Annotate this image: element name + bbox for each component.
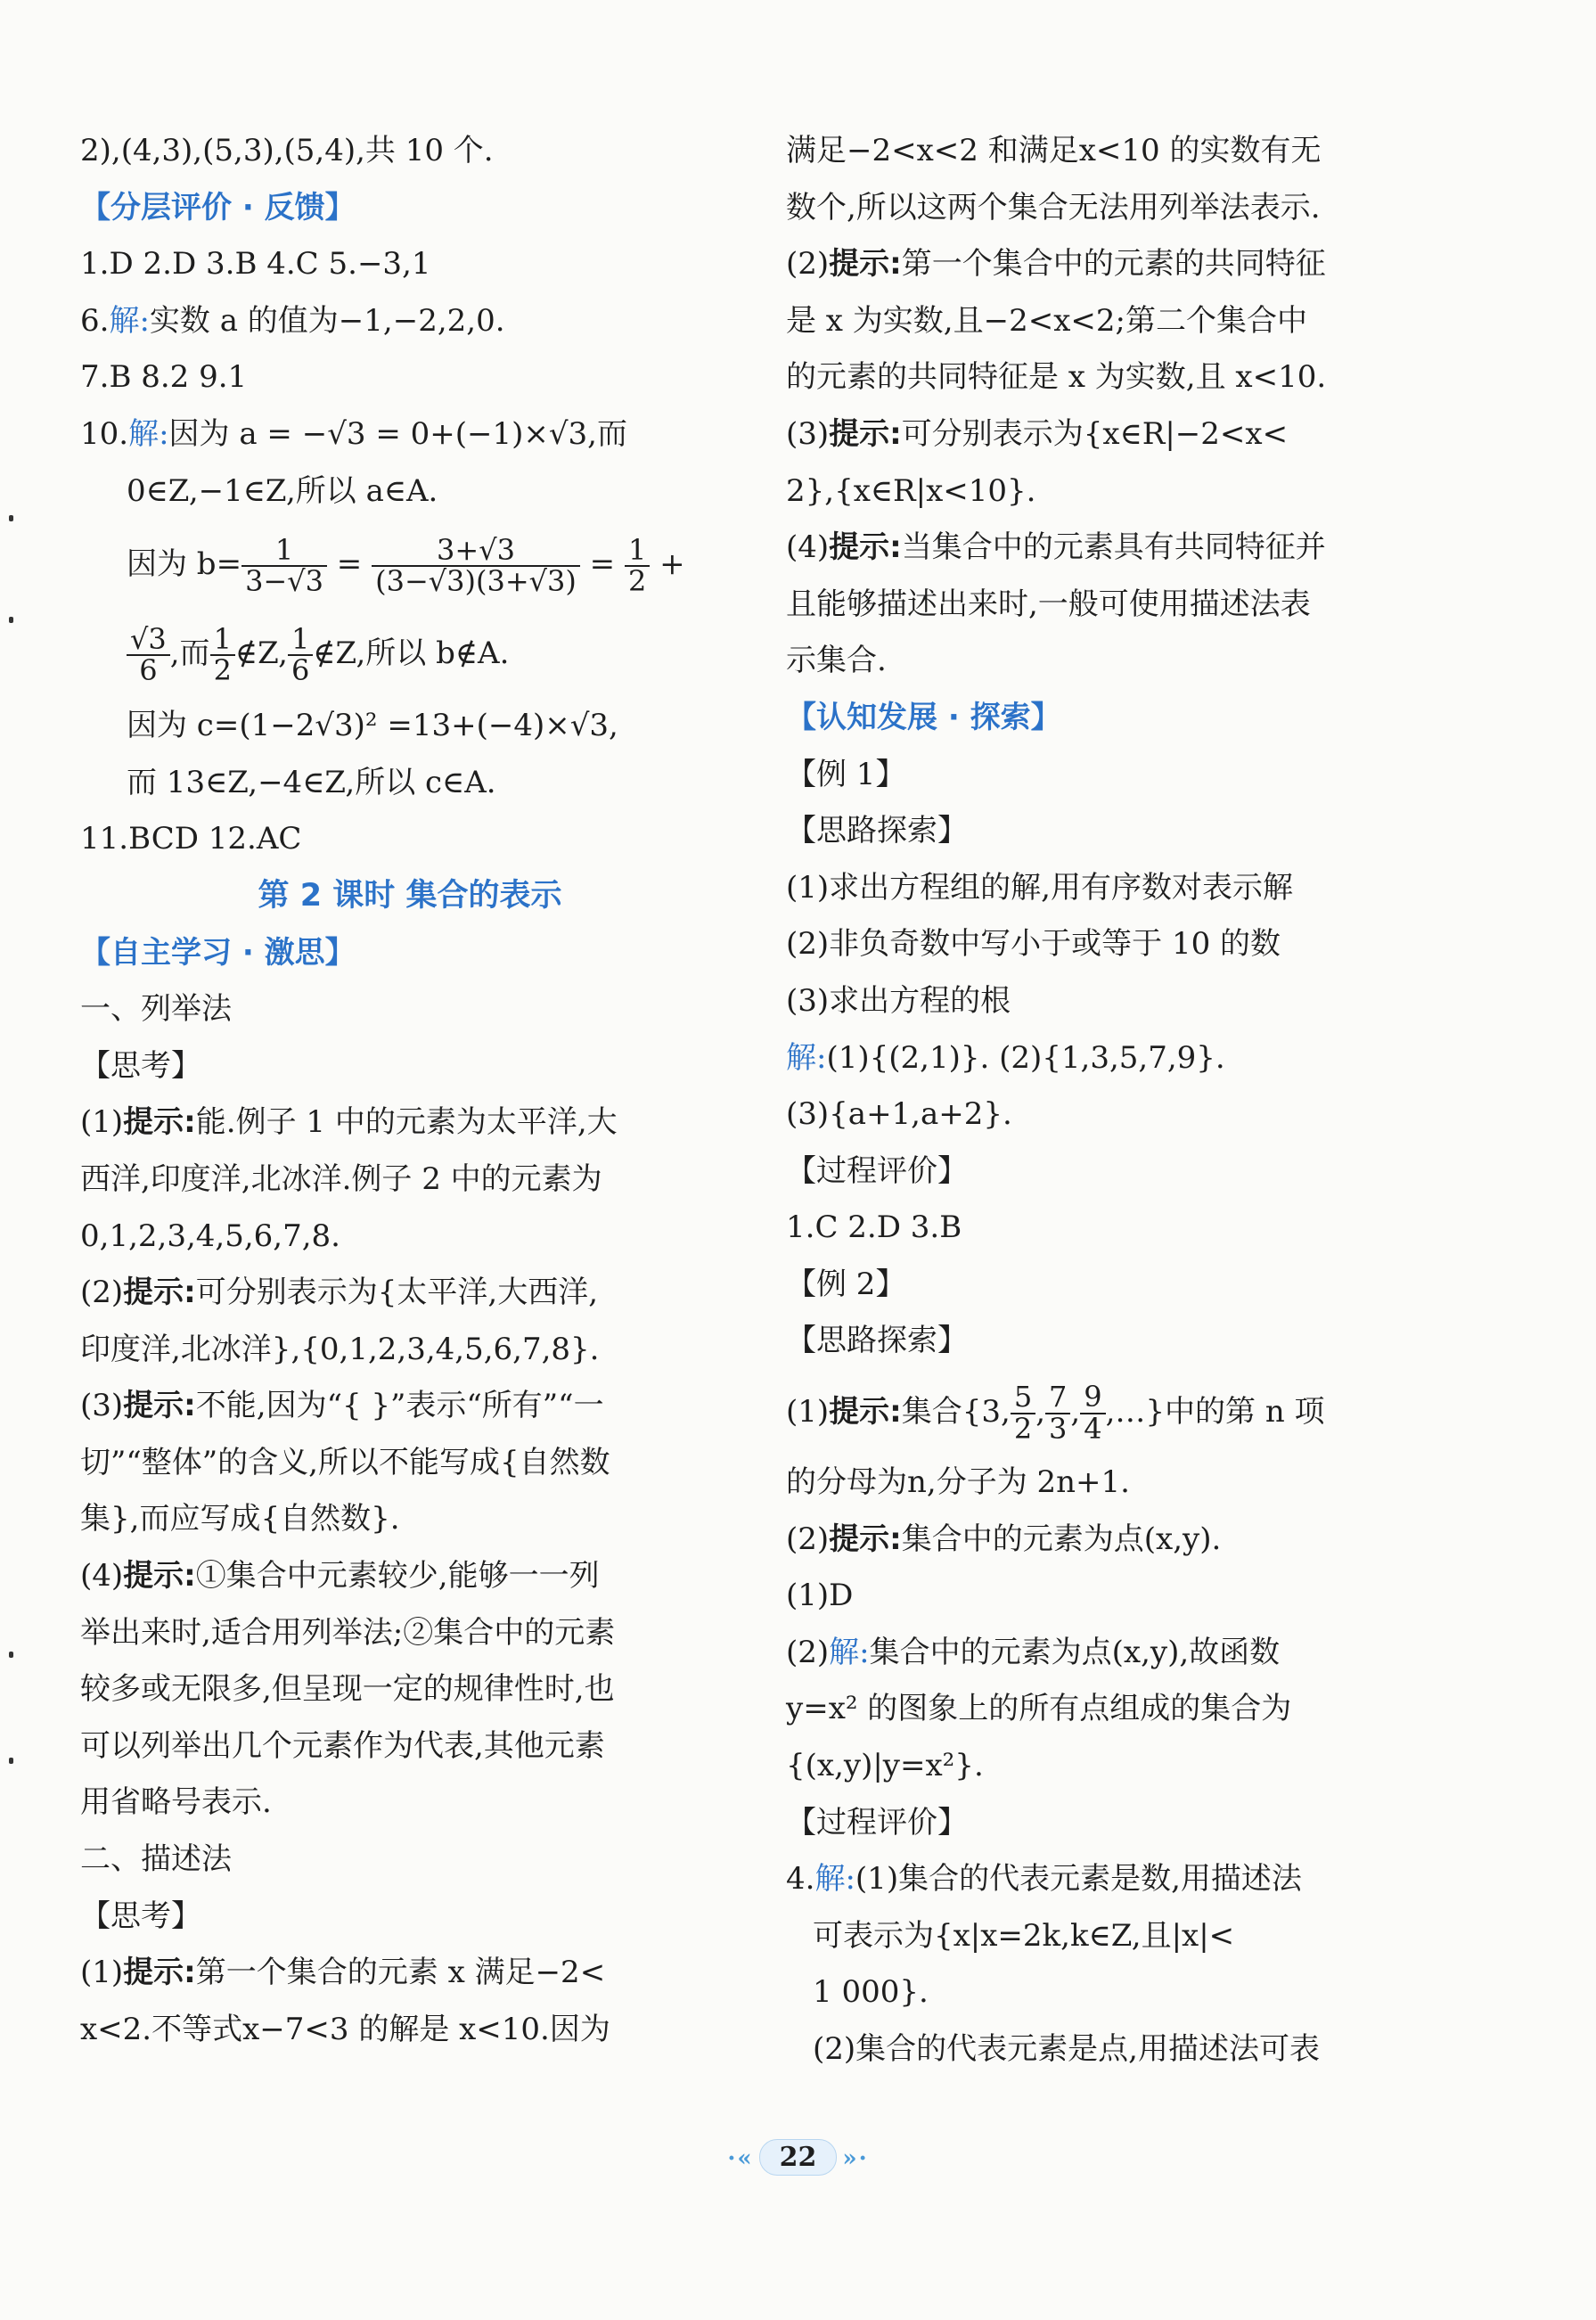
text-line: 西洋,印度洋,北冰洋.例子 2 中的元素为 bbox=[80, 1160, 602, 1197]
text-line: 因为 c=(1−2√3)² =13+(−4)×√3, bbox=[127, 708, 618, 744]
answer-line: 6.解:实数 a 的值为−1,−2,2,0. bbox=[80, 302, 505, 339]
answer-line: 1.D 2.D 3.B 4.C 5.−3,1 bbox=[80, 246, 431, 283]
solution-label: 解: bbox=[128, 415, 169, 452]
hint-line: (3)提示:可分别表示为{x∈R|−2<x< bbox=[786, 415, 1289, 452]
explore-heading: 【思路探索】 bbox=[786, 813, 968, 849]
left-column bbox=[80, 123, 740, 2058]
fraction: $\frac{1}{2}$ bbox=[210, 625, 235, 686]
hint-line: (2)提示:集合中的元素为点(x,y). bbox=[786, 1521, 1222, 1557]
text-line: x<2.不等式x−7<3 的解是 x<10.因为 bbox=[80, 2011, 610, 2047]
section-heading: 【认知发展 · 探索】 bbox=[786, 699, 1061, 735]
fraction: $\frac{3+√3}{(3-√3)(3+√3)}$ bbox=[372, 536, 580, 597]
think-heading: 【思考】 bbox=[80, 1047, 201, 1084]
fraction: $\frac{1}{2}$ bbox=[625, 536, 650, 597]
example-heading: 【例 1】 bbox=[786, 756, 906, 792]
hint-line: (1)提示:能.例子 1 中的元素为太平洋,大 bbox=[80, 1104, 618, 1141]
text-line: (2)集合的代表元素是点,用描述法可表 bbox=[813, 2031, 1320, 2067]
solution-label: 解: bbox=[786, 1039, 827, 1076]
solution-label: 解: bbox=[109, 302, 150, 339]
text-line: {(x,y)|y=x²}. bbox=[786, 1748, 984, 1784]
eval-heading: 【过程评价】 bbox=[786, 1152, 968, 1189]
text-line: 可表示为{x|x=2k,k∈Z,且|x|< bbox=[813, 1917, 1235, 1954]
text-line: (1)求出方程组的解,用有序数对表示解 bbox=[786, 869, 1293, 906]
eval-heading: 【过程评价】 bbox=[786, 1804, 968, 1840]
margin-mark bbox=[9, 1652, 13, 1658]
lesson-title: 第 2 课时 集合的表示 bbox=[258, 877, 562, 914]
margin-mark bbox=[9, 515, 13, 521]
text-line: 2},{x∈R|x<10}. bbox=[786, 472, 1036, 509]
text-line: 较多或无限多,但呈现一定的规律性时,也 bbox=[80, 1671, 615, 1708]
text-line: 且能够描述出来时,一般可使用描述法表 bbox=[786, 586, 1311, 622]
text-line: (3){a+1,a+2}. bbox=[786, 1096, 1012, 1133]
text-line: (2)非负奇数中写小于或等于 10 的数 bbox=[786, 926, 1281, 963]
text-line: 2),(4,3),(5,3),(5,4),共 10 个. bbox=[80, 133, 494, 168]
solution-line: 解:(1){(2,1)}. (2){1,3,5,7,9}. bbox=[786, 1039, 1225, 1076]
text-line: 数个,所以这两个集合无法用列举法表示. bbox=[786, 189, 1321, 225]
answer-line: 11.BCD 12.AC bbox=[80, 821, 302, 857]
hint-line: (4)提示:当集合中的元素具有共同特征并 bbox=[786, 529, 1326, 566]
fraction: $\frac{7}{3}$ bbox=[1045, 1382, 1070, 1444]
solution-label: 解: bbox=[814, 1861, 855, 1898]
fraction: $\frac{5}{2}$ bbox=[1011, 1382, 1035, 1444]
section-heading: 【分层评价 · 反馈】 bbox=[80, 189, 356, 225]
text-line: 举出来时,适合用列举法;②集合中的元素 bbox=[80, 1614, 616, 1651]
hint-line: (2)提示:可分别表示为{太平洋,大西洋, bbox=[80, 1275, 599, 1311]
margin-mark bbox=[9, 617, 13, 623]
text-line: 0,1,2,3,4,5,6,7,8. bbox=[80, 1217, 340, 1254]
text-line: 满足−2<x<2 和满足x<10 的实数有无 bbox=[786, 133, 1322, 168]
section-heading: 【自主学习 · 激思】 bbox=[80, 934, 356, 971]
text-line: 是 x 为实数,且−2<x<2;第二个集合中 bbox=[786, 302, 1307, 339]
text-line: 示集合. bbox=[786, 643, 887, 679]
subsection-heading: 一、列举法 bbox=[80, 991, 232, 1028]
text-line: 集},而应写成{自然数}. bbox=[80, 1501, 400, 1537]
answer-line: (1)D bbox=[786, 1578, 854, 1614]
text-line: 的分母为n,分子为 2n+1. bbox=[786, 1464, 1130, 1501]
formula-line: (1)提示:集合{3, $\frac{5}{2}$ , $\frac{7}{3}$ , $\frac{9}{4}$ ,…}中的第 n 项 bbox=[786, 1380, 1325, 1447]
think-heading: 【思考】 bbox=[80, 1898, 201, 1934]
hint-line: (1)提示:第一个集合的元素 x 满足−2< bbox=[80, 1955, 606, 1991]
text-line: 而 13∈Z,−4∈Z,所以 c∈A. bbox=[127, 764, 496, 800]
fraction: $\frac{1}{3-√3}$ bbox=[241, 536, 327, 597]
margin-mark bbox=[9, 1758, 13, 1764]
hint-line: (3)提示:不能,因为“{ }”表示“所有”“一 bbox=[80, 1388, 604, 1424]
solution-line: 4.解:(1)集合的代表元素是数,用描述法 bbox=[786, 1861, 1302, 1898]
right-ornament-icon: »· bbox=[842, 2145, 869, 2172]
answer-line: 10.解:因为 a = −√3 = 0+(−1)×√3,而 bbox=[80, 415, 627, 452]
explore-heading: 【思路探索】 bbox=[786, 1323, 968, 1359]
page-number: ·« 22 »· bbox=[0, 2139, 1596, 2176]
formula-line: 因为 b= $\frac{1}{3-√3}$ = $\frac{3+√3}{(3-√3)(3+√3)}$ = $\frac{1}{2}$ + bbox=[127, 532, 685, 599]
left-ornament-icon: ·« bbox=[727, 2145, 754, 2172]
text-line: 用省略号表示. bbox=[80, 1784, 272, 1821]
answer-line: 7.B 8.2 9.1 bbox=[80, 359, 248, 396]
formula-line: $\frac{√3}{6}$ ,而 $\frac{1}{2}$ ∉Z, $\frac{1}{6}$ ∉Z,所以 b∉A. bbox=[80, 609, 740, 698]
subsection-heading: 二、描述法 bbox=[80, 1841, 232, 1878]
answer-line: 1.C 2.D 3.B bbox=[786, 1209, 962, 1246]
solution-label: 解: bbox=[829, 1634, 870, 1670]
text-line: 切”“整体”的含义,所以不能写成{自然数 bbox=[80, 1444, 610, 1480]
text-line: y=x² 的图象上的所有点组成的集合为 bbox=[786, 1691, 1292, 1727]
fraction: $\frac{9}{4}$ bbox=[1080, 1382, 1105, 1444]
text-line: 1 000}. bbox=[813, 1974, 929, 2011]
example-heading: 【例 2】 bbox=[786, 1266, 906, 1302]
text-line: 的元素的共同特征是 x 为实数,且 x<10. bbox=[786, 359, 1327, 396]
fraction: $\frac{√3}{6}$ bbox=[127, 625, 170, 686]
right-column bbox=[786, 123, 1428, 2078]
text-line: 0∈Z,−1∈Z,所以 a∈A. bbox=[127, 472, 438, 509]
fraction: $\frac{1}{6}$ bbox=[288, 625, 313, 686]
hint-line: (4)提示:①集合中元素较少,能够一一列 bbox=[80, 1558, 600, 1594]
text-line: 可以列举出几个元素作为代表,其他元素 bbox=[80, 1727, 605, 1764]
text-line: 印度洋,北冰洋},{0,1,2,3,4,5,6,7,8}. bbox=[80, 1331, 600, 1367]
text-line: (3)求出方程的根 bbox=[786, 982, 1011, 1019]
hint-line: (2)提示:第一个集合中的元素的共同特征 bbox=[786, 246, 1326, 283]
solution-line: (2)解:集合中的元素为点(x,y),故函数 bbox=[786, 1634, 1281, 1670]
